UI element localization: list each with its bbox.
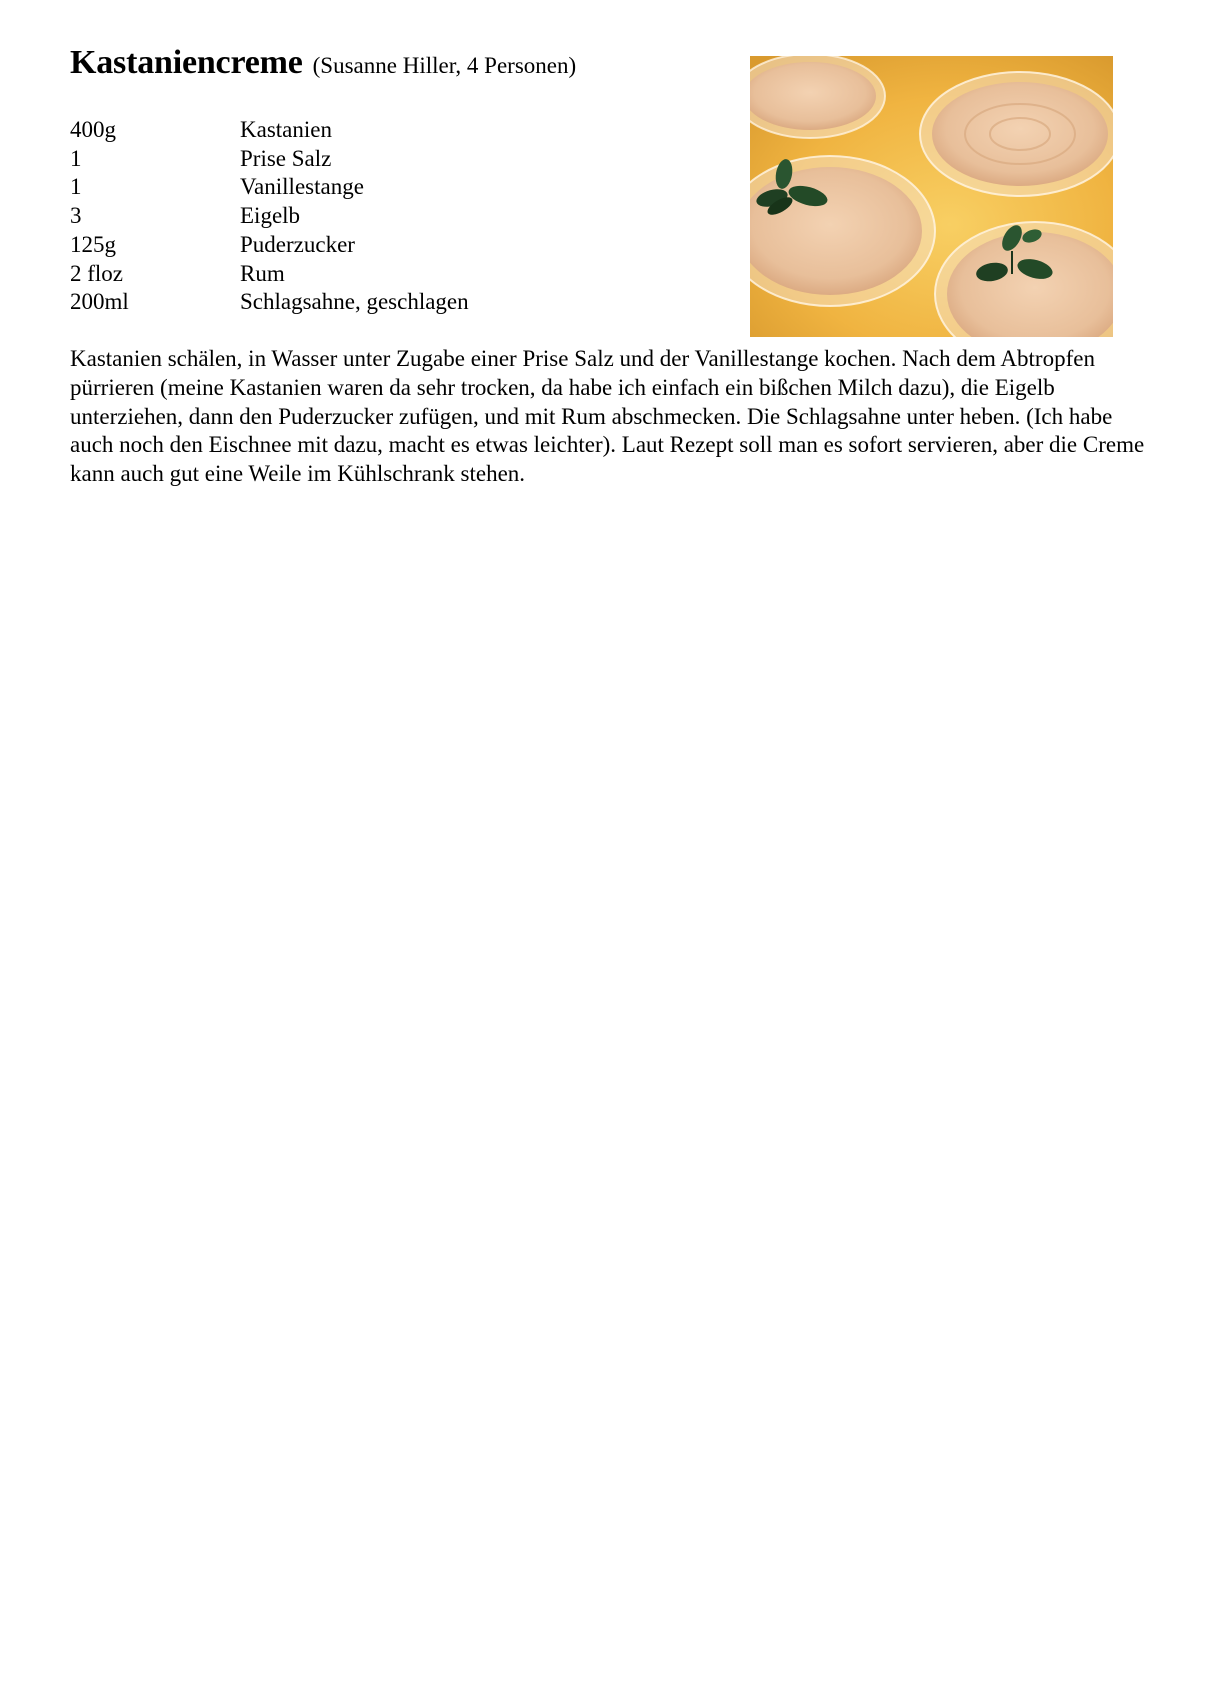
recipe-instructions: Kastanien schälen, in Wasser unter Zugabe einer Prise Salz und der Vanillestange kochen. Nach dem Abtropfen pürrieren (meine Kastanien waren da sehr trocken, da habe ich einfach ein bißchen Milch dazu), die Eigelb unterziehen, dann den Puderzucker zufügen, und mit Rum abschmecken. Die Schlagsahne unter heben. (Ich habe auch noch den Eischnee mit dazu, macht es etwas leichter). Laut Rezept soll man es sofort servieren, aber die Creme kann auch gut eine Weile im Kühlschrank stehen. — [70, 346, 1145, 487]
recipe-title: Kastaniencreme — [70, 44, 303, 81]
ingredient-quantity: 400g — [70, 117, 116, 142]
recipe-subtitle: (Susanne Hiller, 4 Personen) — [312, 53, 577, 78]
recipe-header — [70, 44, 576, 82]
ingredient-list — [70, 116, 710, 317]
ingredient-name: Prise Salz — [240, 145, 332, 171]
ingredient-quantity: 1 — [70, 174, 82, 200]
ingredient-name: Rum — [240, 260, 285, 286]
ingredient-quantity: 1 — [70, 145, 82, 171]
dessert-photo-illustration — [750, 56, 1113, 337]
glass-top-right — [920, 72, 1113, 196]
ingredient-name: Kastanien — [240, 117, 332, 142]
ingredient-quantity: 2 floz — [70, 260, 124, 286]
ingredient-row — [70, 231, 710, 260]
ingredient-row — [70, 145, 710, 174]
ingredient-row — [70, 202, 710, 231]
ingredient-name: Vanillestange — [240, 174, 364, 200]
ingredient-name: Schlagsahne, geschlagen — [240, 289, 469, 315]
ingredient-quantity: 125g — [70, 231, 116, 257]
ingredient-row — [70, 288, 710, 317]
ingredient-name: Puderzucker — [240, 231, 355, 257]
ingredient-row — [70, 116, 710, 145]
ingredient-name: Eigelb — [240, 203, 301, 229]
ingredient-quantity: 200ml — [70, 289, 129, 315]
glass-top-left — [750, 56, 885, 138]
ingredient-quantity: 3 — [70, 203, 82, 229]
ingredient-row — [70, 260, 710, 289]
dessert-photo — [750, 56, 1113, 337]
ingredient-row — [70, 173, 710, 202]
